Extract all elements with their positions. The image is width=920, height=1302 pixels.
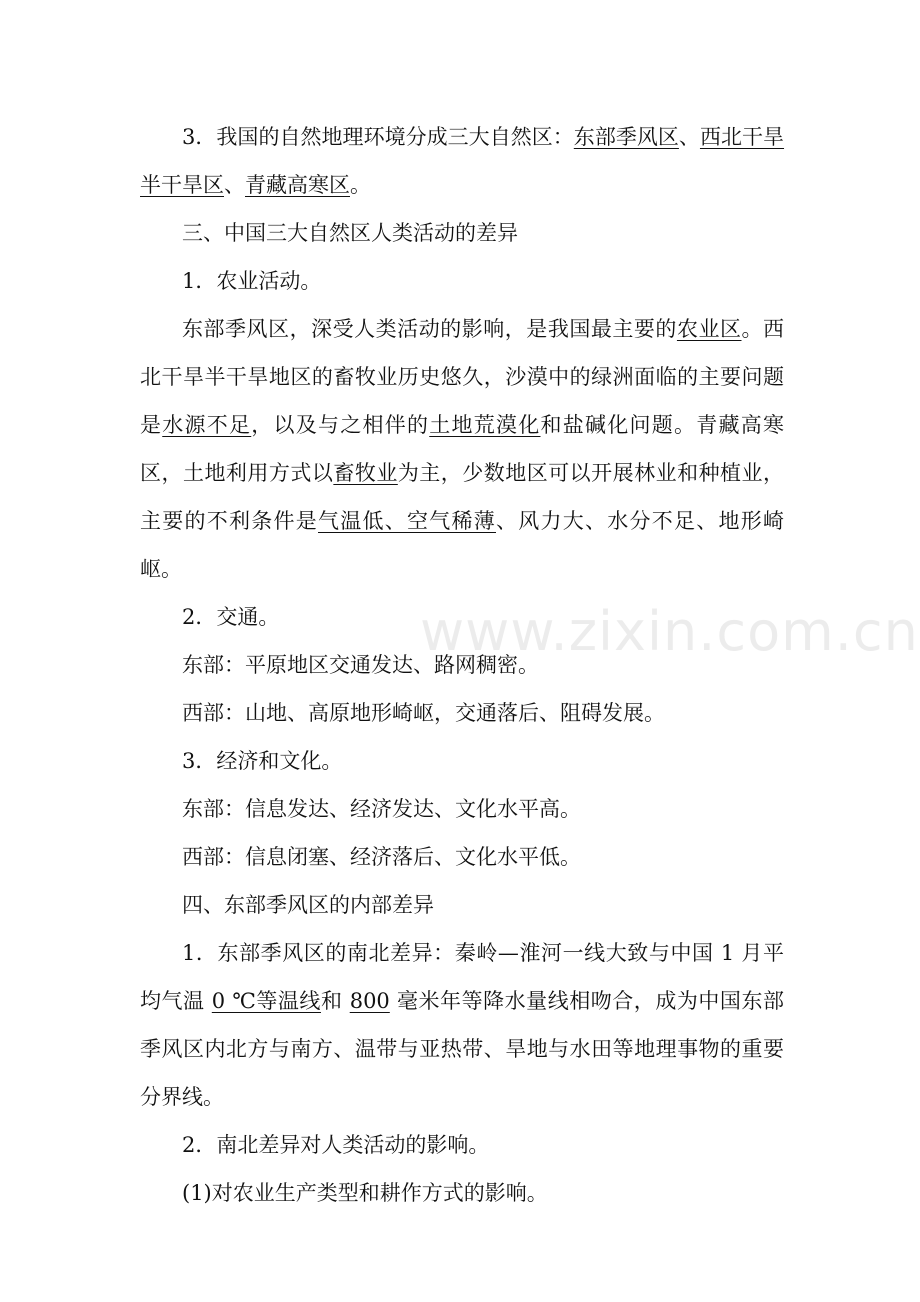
subheading-influence: 2．南北差异对人类活动的影响。 <box>182 1133 490 1157</box>
answer-blank: 西北干旱半干旱区 <box>140 125 785 197</box>
transport-east: 东部：平原地区交通发达、路网稠密。 <box>182 653 539 677</box>
text-run: 和 <box>320 989 350 1013</box>
paragraph-agriculture <box>140 305 784 593</box>
answer-blank: 土地荒漠化 <box>429 413 541 437</box>
economy-west: 西部：信息闭塞、经济落后、文化水平低。 <box>182 845 581 869</box>
transport-west: 西部：山地、高原地形崎岖，交通落后、阻碍发展。 <box>182 701 665 725</box>
text-run: 1．东部季风区的南北差异：秦岭—淮河一线大致与中国 1 月平均气温 <box>140 941 784 1013</box>
answer-blank: 水源不足 <box>162 413 252 437</box>
answer-blank: 东部季风区 <box>573 125 679 149</box>
subheading-transport: 2．交通。 <box>182 605 280 629</box>
document-body <box>140 113 784 1217</box>
text-run: 、 <box>678 125 700 149</box>
answer-blank: 0 ℃等温线 <box>211 989 321 1013</box>
answer-blank: 气温低、空气稀薄 <box>318 509 496 533</box>
subheading-agri-type: (1)对农业生产类型和耕作方式的影响。 <box>182 1181 548 1205</box>
text-run: 东部季风区，深受人类活动的影响，是我国最主要的 <box>182 317 677 341</box>
text-run: 3．我国的自然地理环境分成三大自然区： <box>182 125 574 149</box>
answer-blank: 畜牧业 <box>333 461 398 485</box>
answer-blank: 800 <box>349 989 390 1013</box>
text-run: 毫米年等降水量线相吻合，成为中国东部季风区内北方与南方、温带与亚热带、旱地与水田等地理事物的重要分界线。 <box>140 989 784 1109</box>
section-heading-three: 三、中国三大自然区人类活动的差异 <box>182 221 518 245</box>
text-run: ，以及与之相伴的 <box>251 413 430 437</box>
text-run: 。 <box>350 173 371 197</box>
text-run: 。西北干旱半干旱地区的畜牧业历史悠久，沙漠中的绿洲面临的主要问题是 <box>140 317 785 437</box>
section-heading-four: 四、东部季风区的内部差异 <box>182 893 434 917</box>
subheading-economy: 3．经济和文化。 <box>182 749 343 773</box>
answer-blank: 青藏高寒区 <box>245 173 350 197</box>
text-run: 、 <box>224 173 245 197</box>
text-run: 、风力大、水分不足、地形崎岖。 <box>140 509 784 581</box>
paragraph-three-regions <box>140 113 784 209</box>
answer-blank: 农业区 <box>676 317 742 341</box>
watermark: www.zixin.com.cn <box>420 600 919 663</box>
economy-east: 东部：信息发达、经济发达、文化水平高。 <box>182 797 581 821</box>
paragraph-north-south <box>140 929 784 1121</box>
text-run: 为主，少数地区可以开展林业和种植业，主要的不利条件是 <box>140 461 785 533</box>
subheading-agriculture: 1．农业活动。 <box>182 269 322 293</box>
text-run: 和盐碱化问题。青藏高寒区，土地利用方式以 <box>140 413 784 485</box>
